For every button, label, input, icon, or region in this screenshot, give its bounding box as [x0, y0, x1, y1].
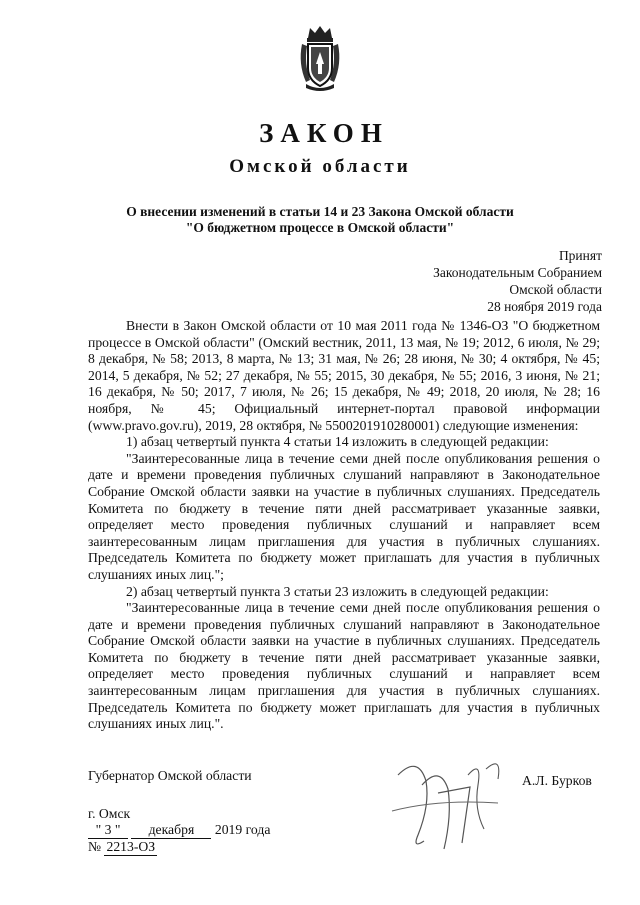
adoption-line: Омской области	[509, 282, 602, 297]
document-title: ЗАКОН	[259, 118, 389, 148]
signature-icon	[378, 745, 528, 865]
body-intro-paragraph: Внести в Закон Омской области от 10 мая 2011 года № 1346-ОЗ "О бюджетном процессе в Омской области" (Омский вестник, 2011, 13 мая, № 19; 2012, 6 июля, № 29; 8 декабря, № 58; 2013, 8 марта, № 13; 31 мая, № 26; 28 июня, № 30; 4 октября, № 45; 2014, 5 декабря, № 52; 27 декабря, № 55; 2015, 30 декабря, № 55; 2016, 3 июня, № 21; 16 декабря, № 50; 2017, 7 июля, № 26; 15 декабря, № 49; 2018, 20 июля, № 28; 16 ноября, № 45; Официальный интернет-портал правовой информации (www.pravo.gov.ru), 2019, 28 октября, № 5500201910280001) следующие изменения:	[88, 318, 600, 433]
amendment-item-1: 1) абзац четвертый пункта 4 статьи 14 изложить в следующей редакции:	[126, 434, 549, 450]
adoption-line: Законодательным Собранием	[433, 265, 602, 280]
law-body	[88, 318, 600, 733]
law-heading-line2: "О бюджетном процессе в Омской области"	[185, 220, 455, 235]
adoption-block	[433, 247, 602, 315]
signing-year: 2019 года	[214, 822, 271, 837]
law-number	[88, 839, 157, 856]
signing-date	[88, 822, 270, 839]
amendment-quote-2: "Заинтересованные лица в течение семи дней после опубликования решения о дате и времени проведения публичных слушаний направляют в Законодательное Собрание Омской области заявки на участие в публичных слушаниях. Председатель Комитета по бюджету в течение пяти дней рассматривает указанные заявки, определяет место проведения публичных слушаний и направляет всем заинтересованным лицам приглашения для участия в публичных слушаниях. Председатель Комитета по бюджету может приглашать для участия в публичных слушаниях иных лиц.".	[88, 600, 600, 732]
law-heading-line1: О внесении изменений в статьи 14 и 23 Закона Омской области	[126, 204, 514, 219]
amendment-item-2: 2) абзац четвертый пункта 3 статьи 23 изложить в следующей редакции:	[126, 583, 549, 599]
signing-day: " 3 "	[88, 822, 128, 839]
signing-month: декабря	[131, 822, 211, 839]
law-number-prefix: №	[88, 839, 102, 854]
amendment-quote-1: "Заинтересованные лица в течение семи дней после опубликования решения о дате и времени проведения публичных слушаний направляют в Законодательное Собрание Омской области заявки на участие в публичных слушаниях. Председатель Комитета по бюджету в течение пяти дней рассматривает указанные заявки, определяет место проведения публичных слушаний и направляет всем заинтересованным лицам приглашения для участия в публичных слушаниях. Председатель Комитета по бюджету может приглашать для участия в публичных слушаниях иных лиц.";	[88, 450, 600, 582]
governor-title: Губернатор Омской области	[88, 768, 252, 783]
coat-of-arms-icon	[296, 24, 344, 92]
document-subtitle: Омской области	[229, 156, 411, 177]
adoption-line: Принят	[558, 248, 602, 263]
law-number-value: 2213-ОЗ	[106, 839, 156, 854]
governor-name: А.Л. Бурков	[522, 773, 592, 788]
adoption-date: 28 ноября 2019 года	[487, 299, 602, 314]
signing-city: г. Омск	[88, 806, 131, 821]
